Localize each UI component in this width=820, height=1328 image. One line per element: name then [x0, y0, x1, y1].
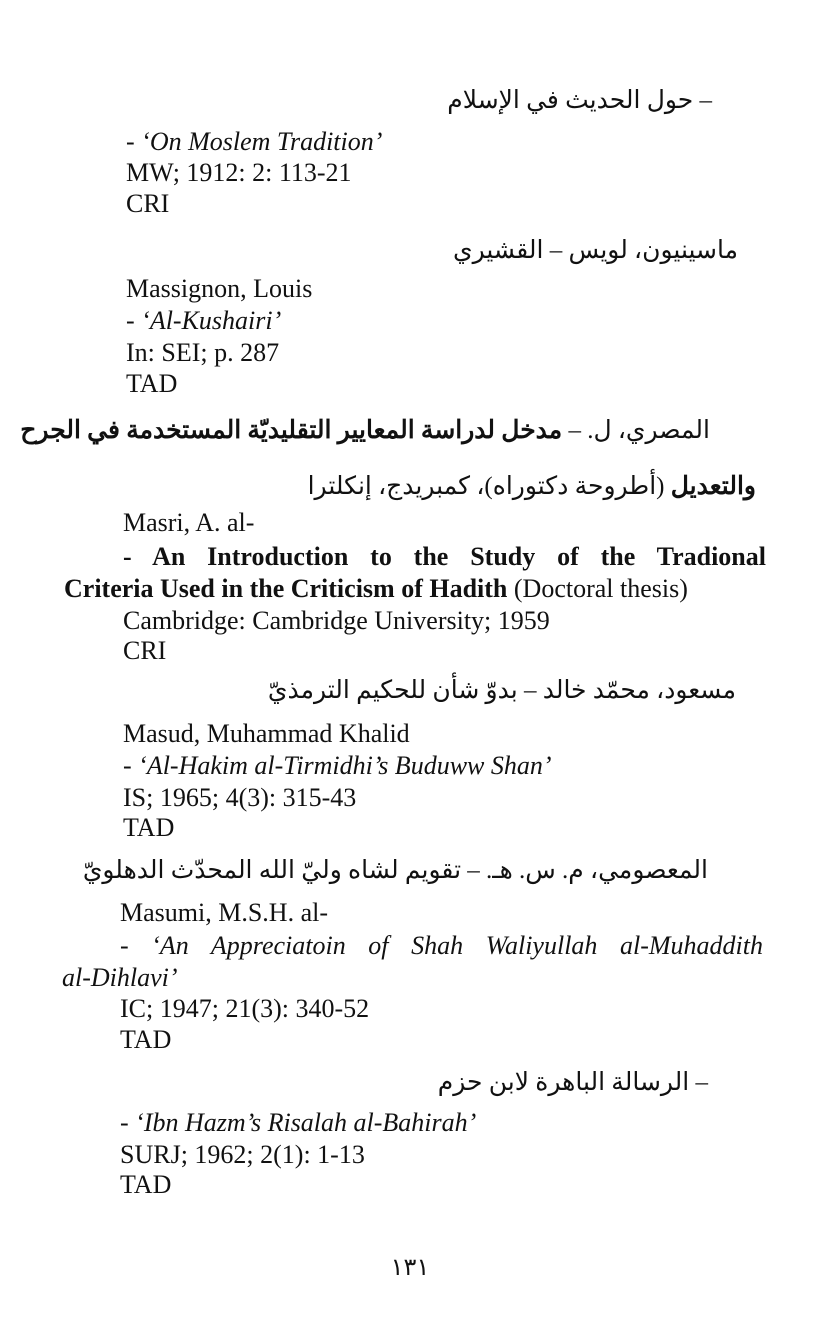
entry-title-line-2 — [64, 573, 688, 605]
entry-author: Massignon, Louis — [126, 274, 313, 303]
entry-title-line-2: al-Dihlavi’ — [62, 963, 178, 992]
arabic-title-bold-end: والتعديل — [670, 473, 756, 500]
arabic-heading: المعصومي، م. س. هـ. – تقويم لشاه وليّ الله المحدّث الدهلويّ — [82, 857, 708, 884]
title-text: ‘Ibn Hazm’s Risalah al-Bahirah’ — [135, 1108, 477, 1137]
arabic-heading: ماسينيون، لويس – القشيري — [453, 237, 738, 264]
entry-code: TAD — [123, 813, 175, 842]
entry-title-line-1: - An Introduction to the Study of the Tradional — [123, 542, 766, 571]
entry-code: TAD — [126, 369, 178, 398]
arabic-heading: – الرسالة الباهرة لابن حزم — [437, 1069, 708, 1096]
entry-author: Masud, Muhammad Khalid — [123, 719, 410, 748]
entry-source: IS; 1965; 4(3): 315-43 — [123, 783, 357, 812]
title-text: ‘Al-Hakim al-Tirmidhi’s Buduww Shan’ — [138, 751, 552, 780]
entry-source: Cambridge: Cambridge University; 1959 — [123, 606, 550, 635]
arabic-heading-line-2 — [308, 470, 756, 504]
title-dash: - — [126, 306, 142, 335]
title-bold: Criteria Used in the Criticism of Hadith — [64, 574, 508, 603]
entry-title-line-1: - ‘An Appreciatoin of Shah Waliyullah al-Muhaddith — [120, 931, 763, 960]
arabic-heading: – حول الحديث في الإسلام — [447, 87, 712, 114]
entry-source: MW; 1912: 2: 113-21 — [126, 158, 352, 187]
arabic-heading-line-1 — [20, 414, 710, 448]
entry-source: In: SEI; p. 287 — [126, 338, 280, 367]
arabic-heading: مسعود، محمّد خالد – بدوّ شأن للحكيم الترمذيّ — [267, 677, 736, 704]
entry-code: TAD — [120, 1025, 172, 1054]
arabic-author: المصري، ل. – — [562, 417, 710, 444]
entry-title — [123, 750, 552, 782]
entry-author: Masri, A. al- — [123, 508, 255, 537]
entry-source: IC; 1947; 21(3): 340-52 — [120, 994, 370, 1023]
entry-code: TAD — [120, 1170, 172, 1199]
entry-code: CRI — [126, 189, 170, 218]
title-text: ‘Al-Kushairi’ — [141, 306, 282, 335]
title-dash: - — [123, 751, 139, 780]
arabic-title-bold: مدخل لدراسة المعايير التقليديّة المستخدمة في الجرح — [20, 417, 563, 444]
entry-title — [126, 305, 281, 337]
entry-code: CRI — [123, 636, 167, 665]
title-dash: - — [126, 127, 142, 156]
title-note: (Doctoral thesis) — [507, 574, 688, 603]
arabic-note: (أطروحة دكتوراه)، كمبريدج، إنكلترا — [307, 473, 671, 500]
page-number: ١٣١ — [390, 1255, 430, 1281]
entry-title — [120, 1107, 476, 1139]
title-dash: - — [120, 1108, 136, 1137]
entry-source: SURJ; 1962; 2(1): 1-13 — [120, 1140, 365, 1169]
title-text: ‘On Moslem Tradition’ — [141, 127, 383, 156]
entry-author: Masumi, M.S.H. al- — [120, 898, 328, 927]
entry-title — [126, 126, 382, 158]
